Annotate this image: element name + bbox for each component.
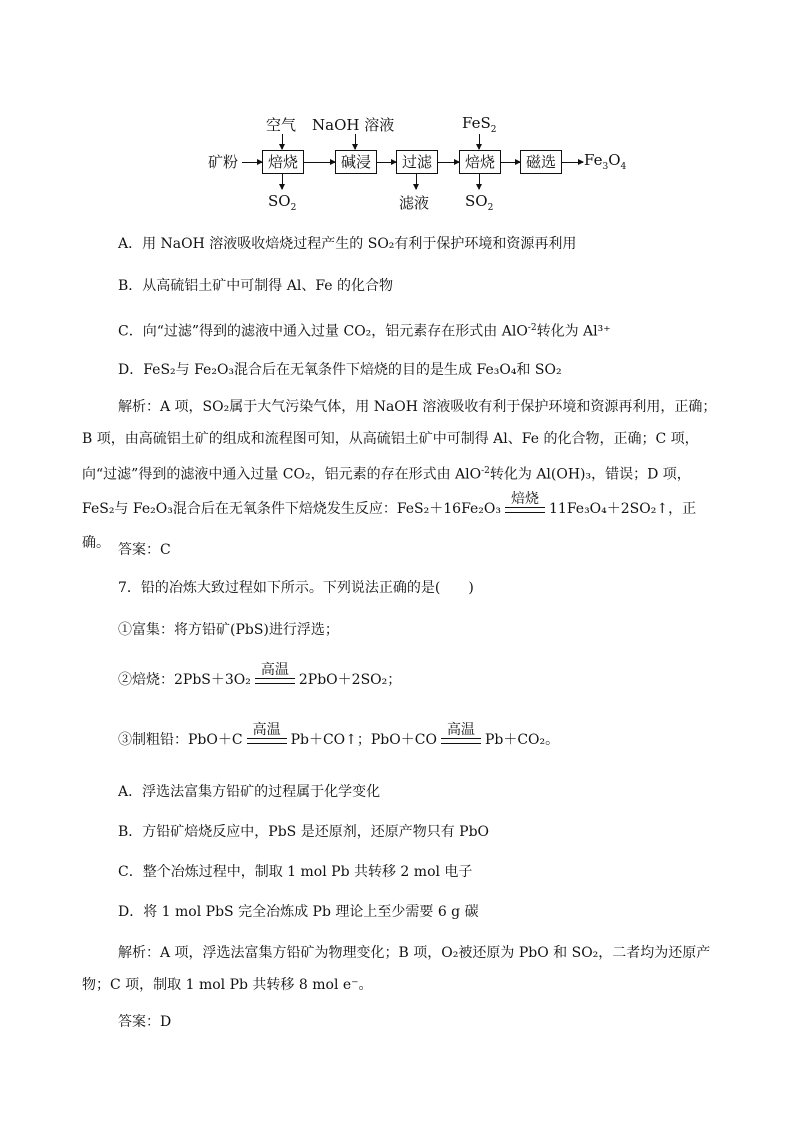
q7-option-a: A．浮选法富集方铅矿的过程属于化学变化 bbox=[118, 784, 381, 800]
arrow-4 bbox=[500, 162, 520, 163]
q6-analysis: 解析：A 项，SO₂属于大气污染气体，用 NaOH 溶液吸收有利于保护环境和资源再利用，正确；B 项，由高硫铝土矿的组成和流程图可知，从高硫铝土矿中可制得 Al、Fe 的化合物，正确；C 项，向“过滤”得到的滤液中通入过量 CO₂，铝元素的存在形式由 AlO$^{-2}$转化为 Al(OH)₃，错误；D 项，FeS₂与 Fe₂O₃混合后在无氧条件下焙烧发生反应：FeS₂＋16Fe₂O₃ 焙烧 11Fe₃O₄＋2SO₂↑，正确。 bbox=[82, 399, 717, 551]
q7-option-d: D．将 1 mol PbS 完全冶炼成 Pb 理论上至少需要 6 g 碳 bbox=[118, 904, 479, 920]
arrow-filtrate bbox=[416, 173, 417, 189]
condition-roast: 焙烧 bbox=[505, 491, 545, 527]
q6-option-b: B．从高硫铝土矿中可制得 Al、Fe 的化合物 bbox=[118, 278, 394, 294]
condition-high-temp-2: 高温 bbox=[247, 722, 287, 758]
arrow-2 bbox=[376, 162, 396, 163]
step-roast-2: 焙烧 bbox=[459, 150, 501, 174]
arrow-start bbox=[242, 162, 262, 163]
flow-start: 矿粉 bbox=[208, 153, 239, 171]
q6-answer: 答案：C bbox=[118, 542, 171, 558]
condition-high-temp-1: 高温 bbox=[255, 662, 295, 698]
output-so2-b: $SO_2$ bbox=[465, 192, 494, 213]
arrow-air bbox=[282, 134, 283, 149]
step-filter: 过滤 bbox=[396, 150, 438, 174]
condition-high-temp-3: 高温 bbox=[441, 722, 481, 758]
step-magnetic: 磁选 bbox=[520, 150, 562, 174]
arrow-3 bbox=[437, 162, 459, 163]
step-alkali-leach: 碱浸 bbox=[335, 150, 377, 174]
output-filtrate: 滤液 bbox=[399, 194, 430, 212]
arrow-naoh bbox=[355, 134, 356, 149]
q7-step-2: ②焙烧：2PbS＋3O₂ 高温 2PbO＋2SO₂； bbox=[118, 662, 401, 698]
input-naoh: NaOH 溶液 bbox=[312, 116, 395, 134]
output-so2-a: $SO_2$ bbox=[268, 192, 297, 213]
flow-product: $Fe_3O_4$ bbox=[584, 151, 627, 172]
arrow-so2-b bbox=[479, 173, 480, 189]
q7-option-b: B．方铅矿焙烧反应中，PbS 是还原剂，还原产物只有 PbO bbox=[118, 824, 490, 840]
step-roast-1: 焙烧 bbox=[262, 150, 304, 174]
arrow-5 bbox=[561, 162, 583, 163]
q6-option-d: D．FeS₂与 Fe₂O₃混合后在无氧条件下焙烧的目的是生成 Fe₃O₄和 SO₂ bbox=[118, 362, 562, 378]
q6-option-a: A．用 NaOH 溶液吸收焙烧过程产生的 SO₂有利于保护环境和资源再利用 bbox=[118, 236, 577, 252]
arrow-1 bbox=[303, 162, 335, 163]
arrow-fes2 bbox=[479, 134, 480, 149]
q7-step-1: ①富集：将方铅矿(PbS)进行浮选； bbox=[118, 622, 339, 638]
q7-stem: 7．铅的冶炼大致过程如下所示。下列说法正确的是( ) bbox=[118, 580, 474, 596]
arrow-so2-a bbox=[282, 173, 283, 189]
q6-option-c: C．向“过滤”得到的滤液中通入过量 CO₂，铝元素存在形式由 AlO$^{-2}$转化为 Al³⁺ bbox=[118, 323, 611, 340]
input-air: 空气 bbox=[266, 116, 297, 134]
q7-answer: 答案：D bbox=[118, 1014, 172, 1030]
q7-option-c: C．整个冶炼过程中，制取 1 mol Pb 共转移 2 mol 电子 bbox=[118, 864, 473, 880]
q7-analysis: 解析：A 项，浮选法富集方铅矿为物理变化；B 项，O₂被还原为 PbO 和 SO₂，二者均为还原产物；C 项，制取 1 mol Pb 共转移 8 mol e⁻。 bbox=[82, 945, 711, 993]
q7-step-3: ③制粗铅：PbO＋C 高温 Pb＋CO↑；PbO＋CO 高温 Pb＋CO₂。 bbox=[118, 722, 559, 758]
input-fes2: FeS$_2$ bbox=[462, 114, 497, 135]
